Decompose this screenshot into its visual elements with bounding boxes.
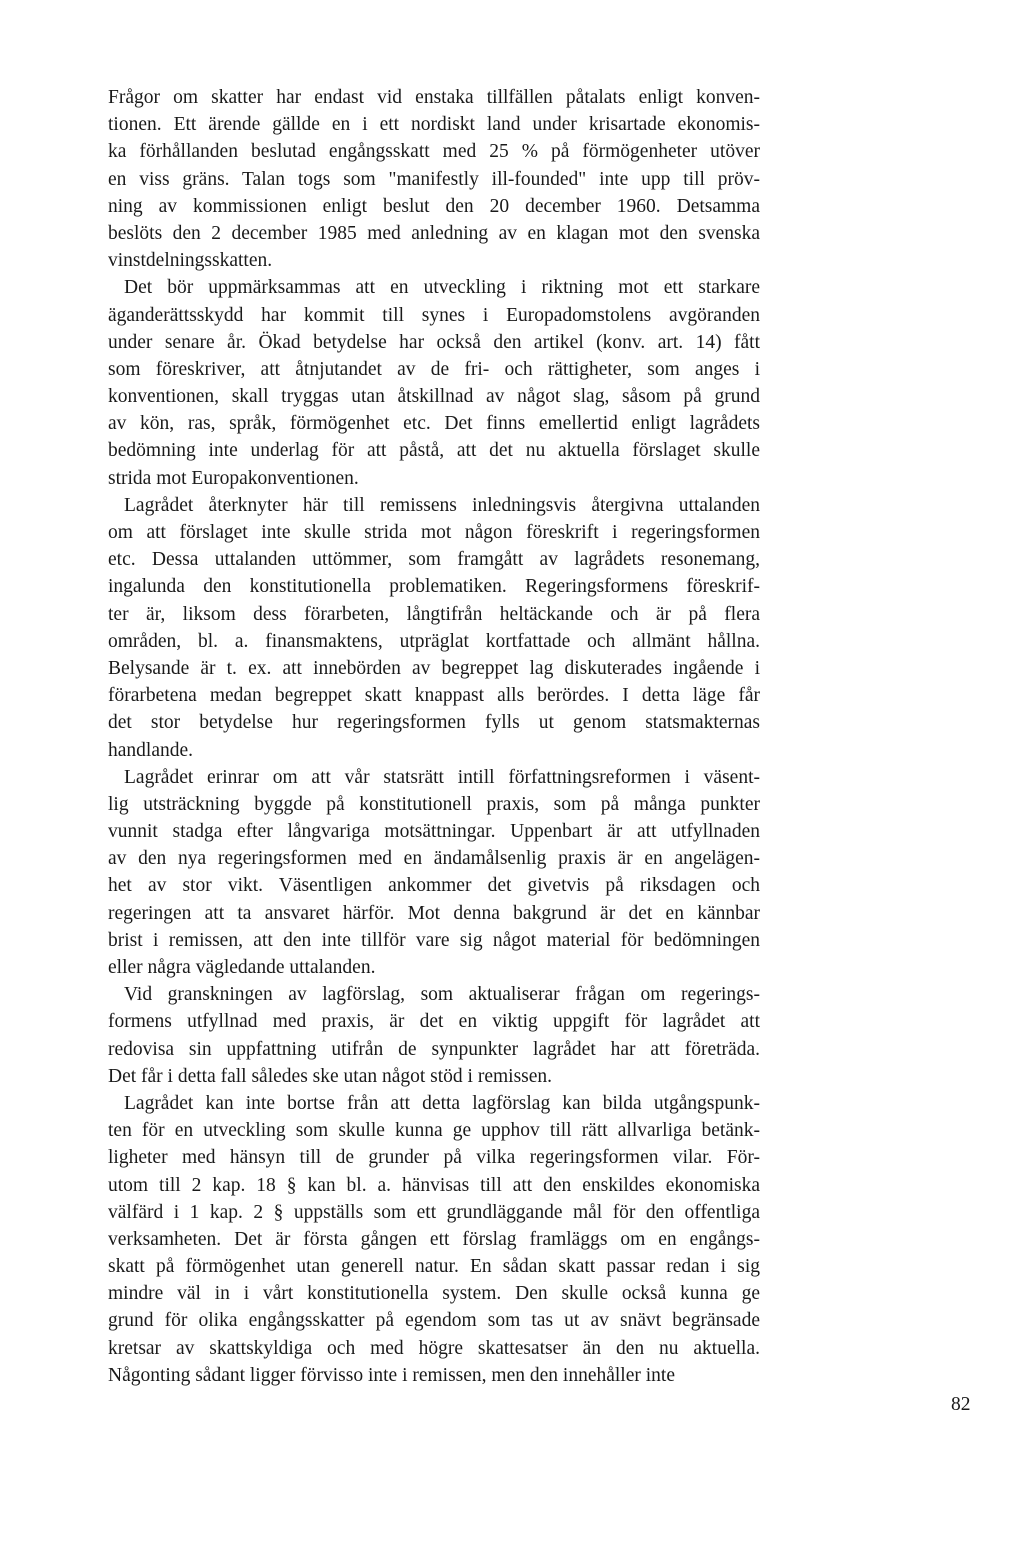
paragraph: [108, 764, 760, 982]
text-line: het av stor vikt. Väsentligen ankommer det givetvis på riksdagen och: [108, 875, 760, 897]
text-line: bedömning inte underlag för att påstå, att det nu aktuella förslaget skulle: [108, 440, 760, 462]
text-line: vinstdelningsskatten.: [108, 250, 273, 272]
text-line: ning av kommissionen enligt beslut den 20 december 1960. Detsamma: [108, 195, 760, 217]
page-number: 82: [951, 1394, 971, 1415]
text-line: konventionen, skall tryggas utan åtskillnad av något slag, såsom på grund: [108, 386, 760, 408]
paragraph: [108, 1090, 760, 1389]
text-line: brist i remissen, att den inte tillför vare sig något material för bedömningen: [108, 929, 760, 951]
text-line: ter är, liksom dess förarbeten, långtifrån heltäckande och är på flera: [108, 603, 760, 625]
text-line: Frågor om skatter har endast vid enstaka tillfällen påtalats enligt konven-: [108, 87, 760, 108]
paragraph: [108, 84, 760, 274]
text-line: vunnit stadga efter långvariga motsättningar. Uppenbart är att utfyllnaden: [108, 821, 760, 843]
text-line: ten för en utveckling som skulle kunna ge upphov till rätt allvarliga betänk-: [108, 1120, 760, 1142]
paragraph: [108, 492, 760, 764]
paragraph: [108, 981, 760, 1090]
text-line: äganderättsskydd har kommit till synes i Europadomstolens avgöranden: [108, 304, 760, 326]
text-line: av kön, ras, språk, förmögenhet etc. Det finns emellertid enligt lagrådets: [108, 413, 760, 435]
text-line: som föreskriver, att åtnjutandet av de fri- och rättigheter, som anges i: [108, 358, 760, 380]
text-line: kretsar av skattskyldiga och med högre skattesatser än den nu aktuella.: [108, 1337, 760, 1359]
text-line: en viss gräns. Talan togs som "manifestly ill-founded" inte upp till pröv-: [108, 168, 760, 190]
text-line: mindre väl in i vårt konstitutionella system. Den skulle också kunna ge: [108, 1283, 760, 1305]
text-line: Vid granskningen av lagförslag, som aktualiserar frågan om regerings-: [124, 984, 760, 1006]
text-line: under senare år. Ökad betydelse har också den artikel (konv. art. 14) fått: [108, 331, 760, 353]
text-line: det stor betydelse hur regeringsformen fylls ut genom statsmakternas: [108, 712, 760, 734]
text-line: formens utfyllnad med praxis, är det en viktig uppgift för lagrådet att: [108, 1011, 760, 1033]
text-line: Lagrådet kan inte bortse från att detta lagförslag kan bilda utgångspunk-: [124, 1092, 760, 1114]
text-line: Det får i detta fall således ske utan något stöd i remissen.: [108, 1065, 553, 1087]
text-line: områden, bl. a. finansmaktens, utpräglat kortfattade och allmänt hållna.: [108, 630, 760, 652]
paragraph: [108, 274, 760, 492]
text-line: Det bör uppmärksammas att en utveckling i riktning mot ett starkare: [124, 277, 760, 299]
text-line: välfärd i 1 kap. 2 § uppställs som ett grundläggande mål för den offentliga: [108, 1201, 760, 1223]
text-line: skatt på förmögenhet utan generell natur. En sådan skatt passar redan i sig: [108, 1256, 760, 1278]
text-line: etc. Dessa uttalanden uttömmer, som framgått av lagrådets resonemang,: [108, 549, 760, 571]
text-line: ligheter med hänsyn till de grunder på vilka regeringsformen vilar. För-: [108, 1147, 760, 1169]
text-line: eller några vägledande uttalanden.: [108, 957, 376, 978]
text-line: Belysande är t. ex. att innebörden av begreppet lag diskuterades ingående i: [108, 657, 760, 679]
text-line: Lagrådet återknyter här till remissens inledningsvis återgivna uttalanden: [124, 494, 760, 516]
text-line: ingalunda den konstitutionella problematiken. Regeringsformens föreskrif-: [108, 576, 760, 598]
text-line: av den nya regeringsformen med en ändamålsenlig praxis är en angelägen-: [108, 848, 760, 870]
text-line: verksamheten. Det är första gången ett förslag framläggs om en engångs-: [108, 1228, 760, 1250]
text-line: om att förslaget inte skulle strida mot någon föreskrift i regeringsformen: [108, 522, 760, 543]
text-line: regeringen att ta ansvaret härför. Mot denna bakgrund är det en kännbar: [108, 902, 760, 924]
text-line: tionen. Ett ärende gällde en i ett nordiskt land under krisartade ekonomis-: [108, 114, 760, 136]
text-line: utom till 2 kap. 18 § kan bl. a. hänvisas till att den enskildes ekonomiska: [108, 1174, 760, 1196]
text-line: förarbetena medan begreppet skatt knappast alls berördes. I detta läge får: [108, 685, 760, 707]
text-line: beslöts den 2 december 1985 med anledning av en klagan mot den svenska: [108, 222, 760, 244]
text-line: handlande.: [108, 739, 194, 761]
text-line: ka förhållanden beslutad engångsskatt med 25 % på förmögenheter utöver: [108, 141, 760, 163]
text-line: Någonting sådant ligger förvisso inte i remissen, men den innehåller inte: [108, 1364, 675, 1386]
body-text: [108, 84, 760, 1389]
text-line: grund för olika engångsskatter på egendom som tas ut av snävt begränsade: [108, 1310, 760, 1332]
text-line: Lagrådet erinrar om att vår statsrätt intill författningsreformen i väsent-: [124, 766, 760, 788]
text-line: lig utsträckning byggde på konstitutionell praxis, som på många punkter: [108, 793, 760, 815]
text-line: strida mot Europakonventionen.: [108, 467, 359, 489]
text-line: redovisa sin uppfattning utifrån de synpunkter lagrådet har att företräda.: [108, 1038, 760, 1060]
